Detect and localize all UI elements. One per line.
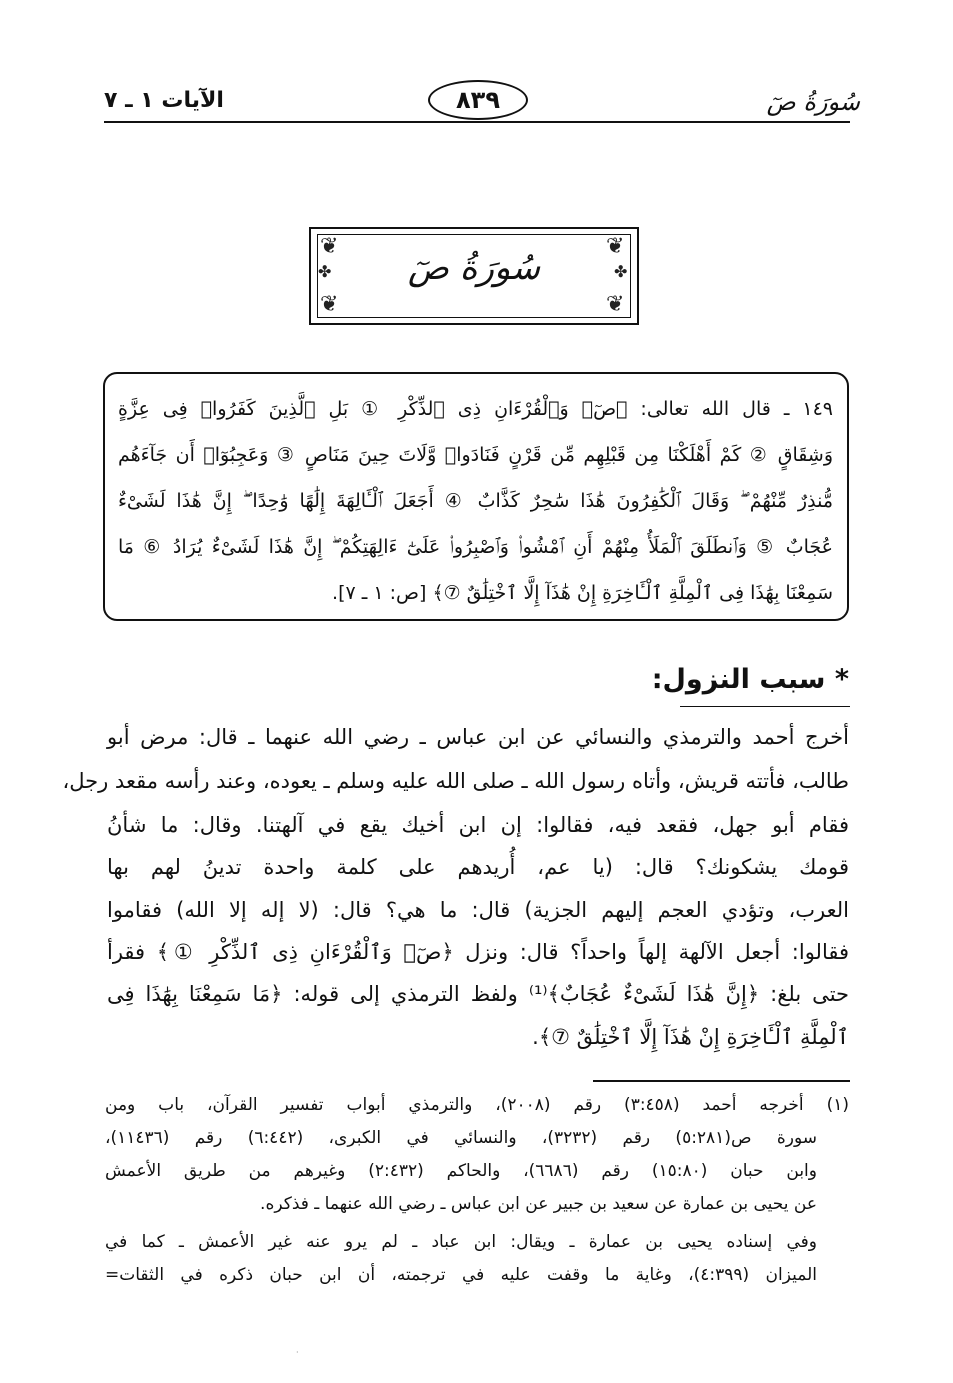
corner-ornament-icon: ❦ [606,292,625,317]
body-line: أخرج أحمد والترمذي والنسائي عن ابن عباس ـ رضي الله عنهما ـ قال: مرض أبو [107,725,849,749]
page-number: ٨٣٩ [456,86,500,114]
footnote-line: (١) أخرجه أحمد (٣:٤٥٨) رقم (٢٠٠٨)، والترمذي أبواب تفسير القرآن، باب ومن [105,1095,850,1115]
body-line: فقالوا: أجعل الآلهة إلهاً واحداً؟ قال: ونزل ﴿صٓۚ وَٱلْقُرْءَانِ ذِى ٱلذِّكْرِ ①﴾ فقرأ [107,940,849,964]
corner-ornament-icon: ❦ [320,292,339,317]
footnote-line: الميزان (٤:٣٩٩)، وغاية ما وقفت عليه في ترجمته، أن ابن حبان ذكره في الثقات= [105,1265,817,1285]
footnote-line: وابن حبان (١٥:٨٠) رقم (٦٦٨٦)، والحاكم (٢:٤٣٢) وغيرهم من طريق الأعمش [105,1161,817,1181]
body-line: حتى بلغ: ﴿إِنَّ هَٰذَا لَشَىْءٌ عُجَابٌ﴾⁽¹⁾ ولفظ الترمذي إلى قوله: ﴿مَا سَمِعْنَا بِهَٰذَا فِى [107,982,850,1006]
corner-ornament-icon: ❦ [606,234,625,259]
page-number-oval [428,80,528,120]
corner-ornament-icon: ❦ [320,234,339,259]
body-line: فقام أبو جهل، فقعد فيه، فقالوا: إن ابن أخيك يقع في آلهتنا. وقال: ما شأنُ [107,813,849,837]
header-rule [104,121,850,123]
body-line: قومك يشكونك؟ قال: (يا عم، أُريدهم على كلمة واحدة تدينُ لهم بها [107,855,849,879]
footnote-line: سورة ص(٥:٢٨١) رقم (٣٢٣٢)، والنسائي في الكبرى، (٦:٤٤٢) رقم (١١٤٣٦)، [105,1128,817,1148]
surah-title: سُورَةُ صٓ [407,248,541,288]
body-line: طالب، فأتته قريش، وأتاه رسول الله ـ صلى الله عليه وسلم ـ يعوده، وعند رأسه مقعد رجل، [62,769,849,793]
running-header-surah-name: سُورَةُ صٓ [766,88,860,116]
footnote-line: وفي إسناده يحيى بن عمارة ـ ويقال: ابن عباد ـ لم يرو عنه غير الأعمش ـ كما في [105,1232,817,1252]
footnote-line: عن يحيى بن عمارة عن سعيد بن جبير عن ابن عباس ـ رضي الله عنهما ـ فذكره. [260,1194,817,1214]
section-heading-underline [680,706,850,707]
verse-line: سَمِعْنَا بِهَٰذَا فِى ٱلْمِلَّةِ ٱلْـَٔاخِرَةِ إِنْ هَٰذَآ إِلَّا ٱخْتِلَٰقٌ ⑦﴾ [ص: ١ ـ ٧]. [332,582,833,604]
body-line: العرب، وتؤدي العجم إليهم الجزية) قال: ما هي؟ قال: (لا إله إلا الله) فقاموا [107,898,849,922]
side-ornament-icon: ✤ [614,262,628,281]
running-header-verses-range: الآيات ١ ـ ٧ [104,88,224,113]
section-heading: * سبب النزول: [651,664,849,695]
scan-speck: · [296,1348,299,1357]
verse-line: مُّنذِرٌ مِّنْهُمْ ۖ وَقَالَ ٱلْكَٰفِرُونَ هَٰذَا سَٰحِرٌ كَذَّابٌ ④ أَجَعَلَ ٱلْـَٔالِهَةَ إِلَٰهًا وَٰحِدًا ۖ إِنَّ هَٰذَا لَشَىْءٌ [118,490,833,512]
verse-line: ١٤٩ ـ قال الله تعالى: ﴿صٓۚ وَٱلْقُرْءَانِ ذِى ٱلذِّكْرِ ① بَلِ ٱلَّذِينَ كَفَرُوا۟ فِى عِزَّةٍ [118,398,833,420]
body-line: ٱلْمِلَّةِ ٱلْـَٔاخِرَةِ إِنْ هَٰذَآ إِلَّا ٱخْتِلَٰقٌ ⑦﴾. [532,1025,849,1049]
side-ornament-icon: ✤ [318,262,332,281]
verse-line: وَشِقَاقٍ ② كَمْ أَهْلَكْنَا مِن قَبْلِهِم مِّن قَرْنٍ فَنَادَوا۟ وَّلَاتَ حِينَ مَنَاصٍ ③ وَعَجِبُوٓا۟ أَن جَآءَهُم [118,444,833,466]
verse-line: عُجَابٌ ⑤ وَٱنطَلَقَ ٱلْمَلَأُ مِنْهُمْ أَنِ ٱمْشُوا۟ وَٱصْبِرُوا۟ عَلَىٰٓ ءَالِهَتِكُمْ ۖ إِنَّ هَٰذَا لَشَىْءٌ يُرَادُ ⑥ مَا [118,536,833,558]
footnote-rule [593,1080,850,1082]
